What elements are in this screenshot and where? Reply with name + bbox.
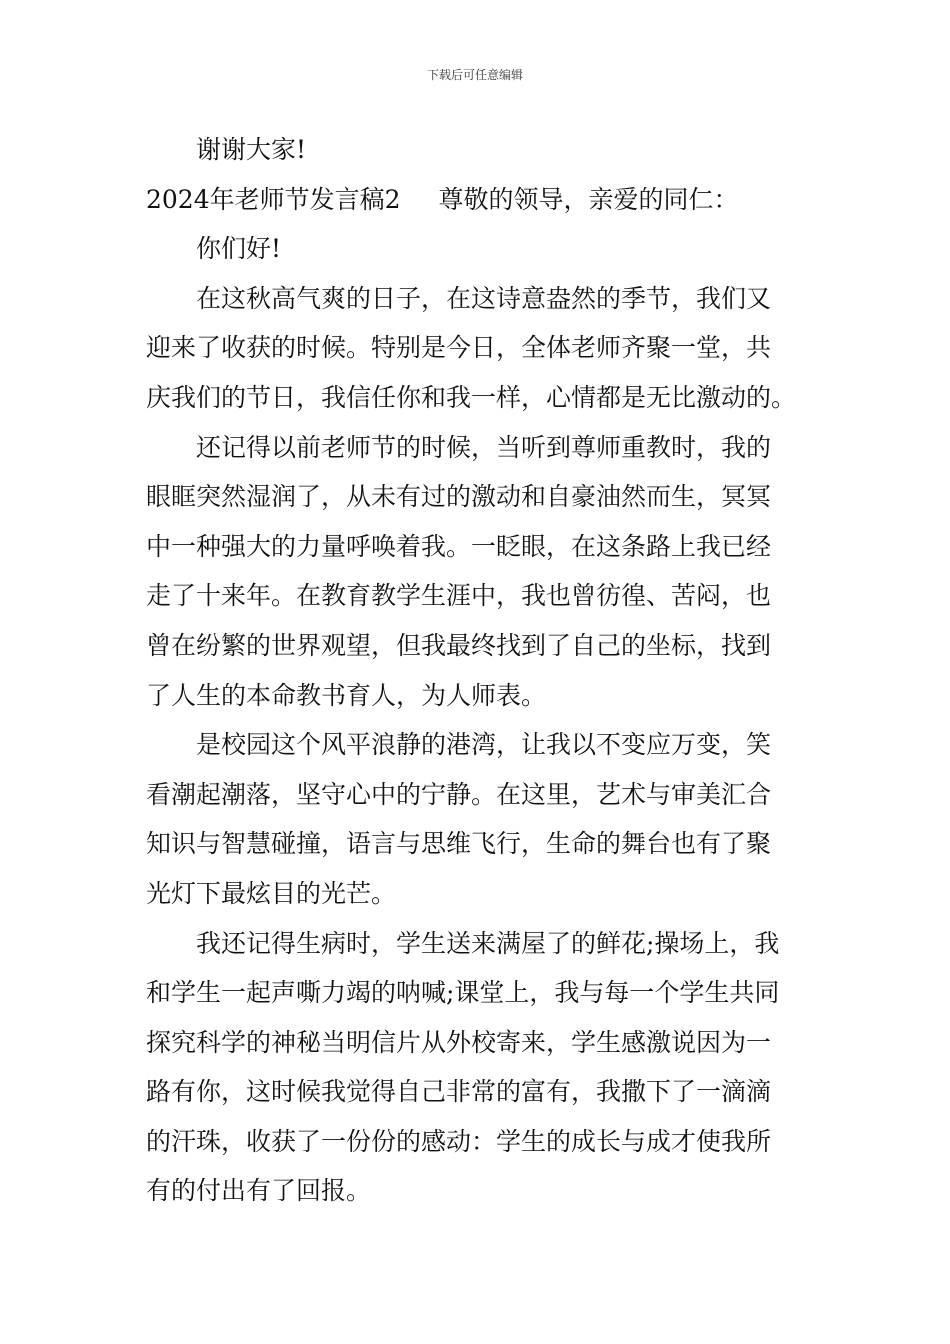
paragraph-line: 看潮起潮落，坚守心中的宁静。在这里，艺术与审美汇合 [146, 779, 772, 809]
header-note: 下载后可任意编辑 [426, 68, 523, 82]
paragraph-line: 中一种强大的力量呼唤着我。一眨眼，在这条路上我已经 [146, 531, 772, 561]
title-line [146, 175, 811, 225]
paragraph-line: 是校园这个风平浪静的港湾，让我以不变应万变，笑 [196, 730, 772, 760]
paragraph-line: 曾在纷繁的世界观望，但我最终找到了自己的坐标，找到 [146, 630, 772, 660]
document-body [146, 125, 811, 1216]
paragraph-line: 光灯下最炫目的光芒。 [146, 878, 397, 908]
paragraph-line: 和学生一起声嘶力竭的呐喊;课堂上，我与每一个学生共同 [146, 978, 780, 1008]
closing-line: 谢谢大家! [196, 135, 307, 164]
paragraph-line: 了人生的本命教书育人，为人师表。 [146, 680, 547, 710]
paragraph-line: 路有你，这时候我觉得自己非常的富有，我撒下了一滴滴 [146, 1077, 772, 1107]
speech-title: 2024年老师节发言稿2 [146, 184, 401, 214]
paragraph-line: 走了十来年。在教育教学生涯中，我也曾彷徨、苦闷，也 [146, 581, 772, 611]
paragraph-line: 在这秋高气爽的日子，在这诗意盎然的季节，我们又 [196, 283, 772, 313]
paragraph-line: 眼眶突然湿润了，从未有过的激动和自豪油然而生，冥冥 [146, 482, 772, 512]
paragraph-line: 知识与智慧碰撞，语言与思维飞行，生命的舞台也有了聚 [146, 829, 772, 859]
salutation: 尊敬的领导，亲爱的同仁： [438, 184, 739, 214]
paragraph-line: 的汗珠，收获了一份份的感动：学生的成长与成才使我所 [146, 1126, 772, 1156]
paragraph-line: 庆我们的节日，我信任你和我一样，心情都是无比激动的。 [146, 382, 797, 412]
paragraph-line: 探究科学的神秘当明信片从外校寄来，学生感激说因为一 [146, 1027, 772, 1057]
greeting-line: 你们好! [196, 234, 282, 264]
paragraph-line: 有的付出有了回报。 [146, 1176, 372, 1206]
paragraph-line: 还记得以前老师节的时候，当听到尊师重教时，我的 [196, 432, 772, 462]
paragraph-line: 迎来了收获的时候。特别是今日，全体老师齐聚一堂，共 [146, 333, 772, 363]
paragraph-line: 我还记得生病时，学生送来满屋了的鲜花;操场上，我 [196, 928, 780, 958]
